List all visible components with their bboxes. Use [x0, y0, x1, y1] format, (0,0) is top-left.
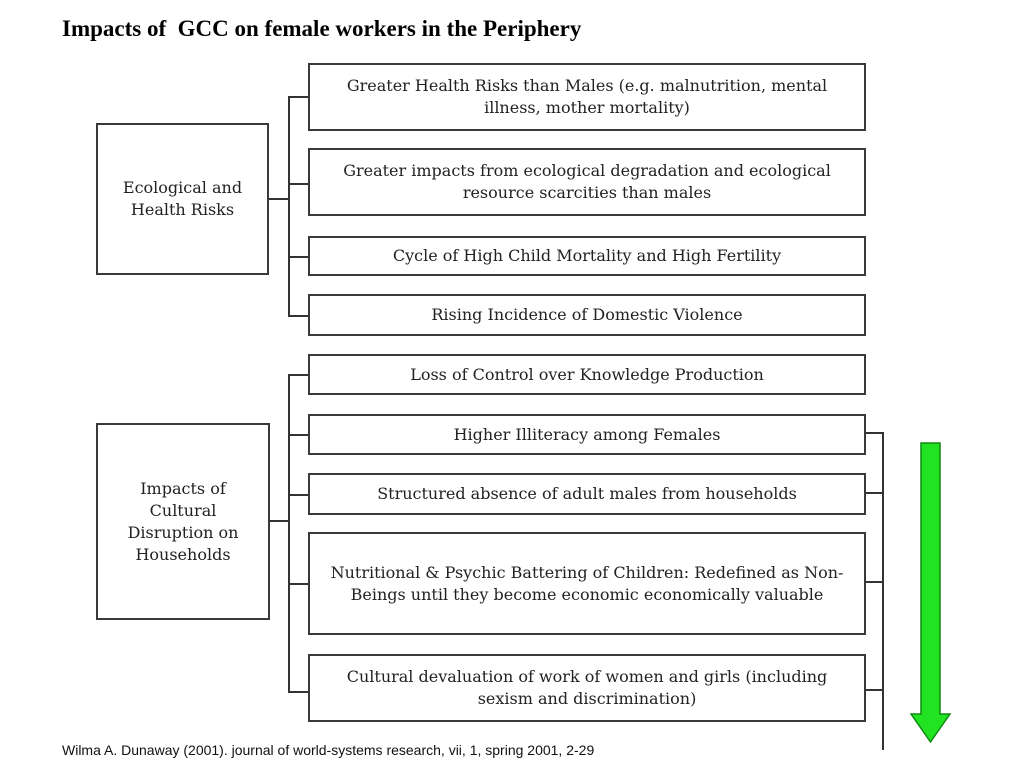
item-box-child-mortality	[308, 236, 866, 276]
item-text: Cultural devaluation of work of women and girls (including sexism and discrimination)	[346, 667, 828, 708]
citation: Wilma A. Dunaway (2001). journal of world-systems research, vii, 1, spring 2001, 2-29	[62, 742, 595, 758]
arrow-down-shape	[911, 443, 950, 742]
item-box-illiteracy	[308, 414, 866, 455]
connector-line	[288, 96, 308, 98]
right-connector-line	[866, 689, 883, 691]
bracket-line	[288, 374, 290, 692]
item-box-absence-of-males	[308, 473, 866, 515]
connector-line	[288, 374, 308, 376]
item-text: Greater Health Risks than Males (e.g. malnutrition, mental illness, mother mortality)	[346, 76, 828, 117]
item-text: Greater impacts from ecological degradation and ecological resource scarcities than males	[343, 161, 831, 202]
arrow-down-icon	[910, 442, 952, 746]
item-box-cultural-devaluation	[308, 654, 866, 722]
connector-line	[270, 520, 289, 522]
connector-line	[288, 256, 308, 258]
connector-line	[288, 434, 308, 436]
item-box-domestic-violence	[308, 294, 866, 336]
bracket-line	[288, 96, 290, 316]
right-connector-line	[866, 581, 883, 583]
category-label: Impacts of Cultural Disruption on Households	[127, 478, 239, 564]
item-text: Higher Illiteracy among Females	[453, 424, 721, 444]
right-connector-line	[866, 492, 883, 494]
item-text: Cycle of High Child Mortality and High Fertility	[392, 246, 782, 265]
page-title: Impacts of GCC on female workers in the Periphery	[62, 16, 582, 41]
item-text: Nutritional & Psychic Battering of Children: Redefined as Non-Beings until they become economic economically valuable	[330, 562, 844, 604]
connector-line	[269, 198, 289, 200]
right-bracket-line	[882, 432, 884, 750]
category-box-cultural	[96, 423, 270, 620]
connector-line	[288, 494, 308, 496]
connector-line	[288, 691, 308, 693]
connector-line	[288, 183, 308, 185]
item-text: Rising Incidence of Domestic Violence	[431, 305, 743, 324]
item-box-health-risks	[308, 63, 866, 131]
item-box-battering-of-children	[308, 532, 866, 635]
connector-line	[288, 583, 308, 585]
category-label: Ecological and Health Risks	[122, 178, 243, 219]
item-box-ecological-degradation	[308, 148, 866, 216]
right-connector-line	[866, 432, 883, 434]
item-text: Structured absence of adult males from households	[377, 484, 797, 503]
item-box-knowledge-production	[308, 354, 866, 395]
category-box-ecological	[96, 123, 269, 275]
item-text: Loss of Control over Knowledge Production	[410, 364, 764, 384]
connector-line	[288, 315, 308, 317]
